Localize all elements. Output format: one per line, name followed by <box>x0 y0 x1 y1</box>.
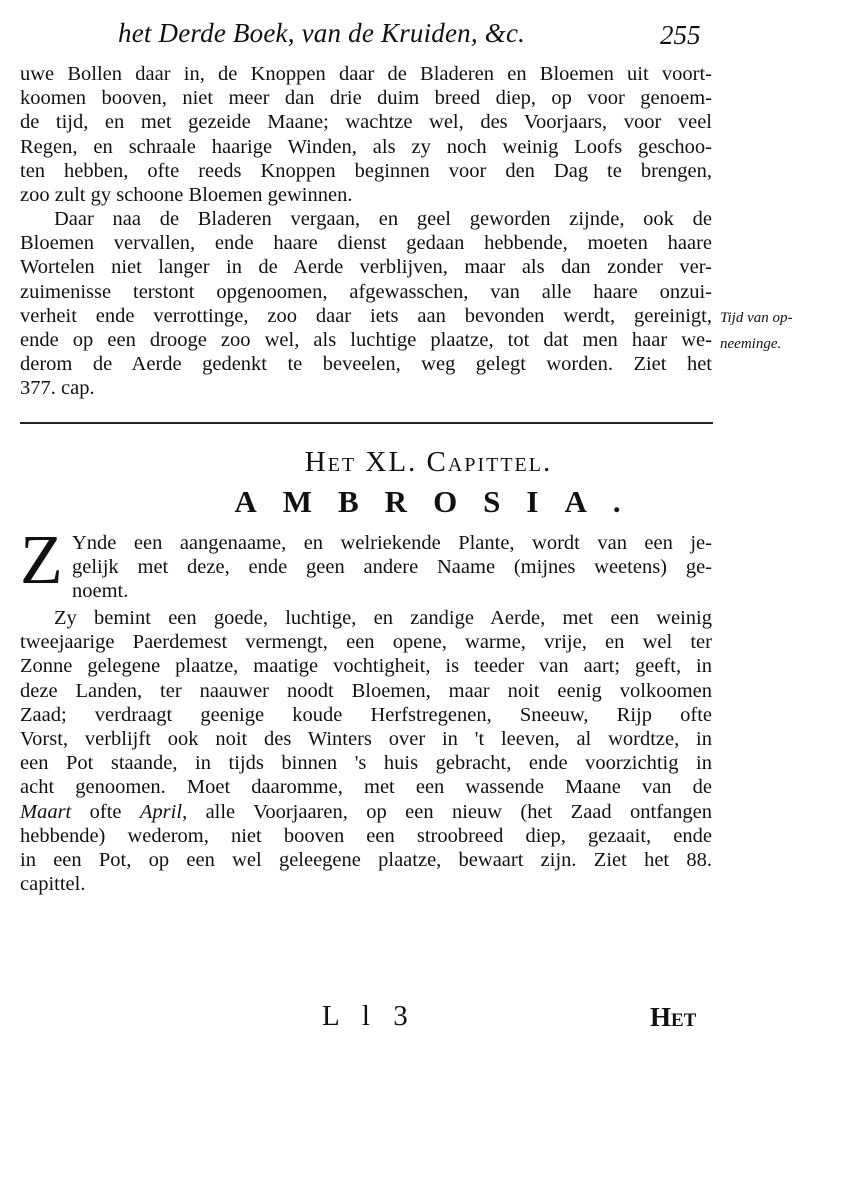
paragraph-lifting-bulbs <box>20 207 712 401</box>
text-line: noemt. <box>72 580 129 603</box>
text-line: zoo zult gy schoone Bloemen gewinnen. <box>20 184 353 207</box>
chapter-body-paragraph <box>20 606 712 896</box>
text-line: Daar naa de Bladeren vergaan, en geel geworden zijnde, ook de <box>54 208 712 230</box>
text-line: deze Landen, ter naauwer noodt Bloemen, maar noit eenig volkoomen <box>20 679 712 702</box>
margin-note-line: neeminge. <box>720 336 782 352</box>
text-line: uwe Bollen daar in, de Knoppen daar de Bladeren en Bloemen uit voort- <box>20 63 712 85</box>
text-line: Ynde een aangenaame, en welriekende Plante, wordt van een je- <box>72 532 712 554</box>
text-line-months <box>20 800 712 824</box>
text-line: 377. cap. <box>20 377 95 400</box>
text-line: de tijd, en met gezeide Maane; wachtze wel, des Voorjaars, voor veel <box>20 111 712 134</box>
text-line: verheit ende verrottinge, zoo daar iets aan bevonden werdt, gereinigt, <box>20 304 712 327</box>
month-name: April <box>139 800 183 823</box>
text-line: Regen, en schraale haarige Winden, als zy noch weinig Loofs geschoo- <box>20 135 712 158</box>
line-rest: , alle Voorjaaren, op een nieuw (het Zaad ontfangen <box>182 800 713 823</box>
text-line: derom de Aerde gedenkt te beveelen, weg gelegt worden. Ziet het <box>20 353 712 376</box>
margin-note-line: Tijd van op- <box>720 310 793 326</box>
month-name: Maart <box>20 800 72 823</box>
text-line: Bloemen vervallen, ende haare dienst gedaan hebbende, moeten haare <box>20 232 712 255</box>
signature-mark: L l 3 <box>322 1000 416 1032</box>
text-line: Zaad; verdraagt geenige koude Herfstregenen, Sneeuw, Rijp ofte <box>20 703 712 726</box>
chapter-intro-paragraph <box>20 522 712 604</box>
margin-note <box>720 305 850 357</box>
text-line: een Pot staande, in tijds binnen 's huis gebracht, ende voorzichtig in <box>20 752 712 775</box>
text-line: in een Pot, op een wel geleegene plaatze, bewaart zijn. Ziet het 88. <box>20 849 712 872</box>
chapter-title: AMBROSIA. <box>234 484 647 519</box>
text-line: Vorst, verblijft ook noit des Winters over in 't leeven, al wordtze, in <box>20 728 712 751</box>
text-line: ten hebben, ofte reeds Knoppen beginnen voor den Dag te brengen, <box>20 159 712 182</box>
text-line: Zonne gelegene plaatze, maatige vochtigheit, is teeder van aart; geeft, in <box>20 655 712 678</box>
chapter-heading: Het XL. Capittel. <box>304 446 553 478</box>
section-divider <box>20 422 713 424</box>
drop-cap: Z <box>20 522 63 599</box>
page-number: 255 <box>660 20 701 50</box>
text-line: zuimenisse terstont opgenoomen, afgewasschen, van alle haare onzui- <box>20 280 712 303</box>
text-line: koomen booven, niet meer dan drie duim breed diep, op voor genoem- <box>20 87 712 110</box>
passage-continued <box>20 62 712 207</box>
running-head: het Derde Boek, van de Kruiden, &c. <box>118 18 526 48</box>
text-line: acht genoomen. Moet daaromme, met een wassende Maane van de <box>20 776 712 799</box>
text-line: tweejaarige Paerdemest vermengt, een opene, warme, vrije, en wel ter <box>20 631 712 654</box>
text-line: capittel. <box>20 873 86 896</box>
text-line: hebbende) wederom, niet booven een stroobreed diep, gezaait, ende <box>20 824 712 847</box>
text-line: Wortelen niet langer in de Aerde verblijven, maar als dan zonder ver- <box>20 256 712 279</box>
text-line: ende op een drooge zoo wel, als luchtige plaatze, tot dat men haar we- <box>20 329 712 352</box>
connector-word: ofte <box>89 800 122 823</box>
catchword: Het <box>650 1002 697 1032</box>
text-line: gelijk met deze, ende geen andere Naame (mijnes weetens) ge- <box>72 556 712 579</box>
text-line: Zy bemint een goede, luchtige, en zandige Aerde, met een weinig <box>54 607 712 629</box>
